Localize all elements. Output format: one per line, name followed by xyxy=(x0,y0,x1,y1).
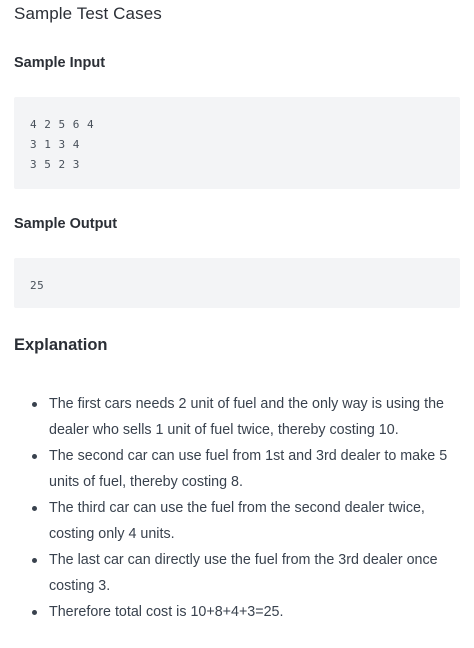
explanation-item xyxy=(32,495,452,547)
sample-output-label: Sample Output xyxy=(14,216,118,232)
bullet-icon xyxy=(32,506,37,511)
sample-output-box xyxy=(14,258,460,308)
sample-input-label: Sample Input xyxy=(14,55,106,71)
explanation-item-text: The third car can use the fuel from the second dealer twice, costing only 4 units. xyxy=(49,500,425,542)
page-title: Sample Test Cases xyxy=(14,4,162,23)
bullet-icon xyxy=(32,402,37,407)
explanation-item xyxy=(32,443,452,495)
sample-input-box xyxy=(14,97,460,189)
bullet-icon xyxy=(32,454,37,459)
sample-output-line: 25 xyxy=(30,279,45,292)
bullet-icon xyxy=(32,610,37,615)
sample-input-line: 4 2 5 6 4 xyxy=(30,118,95,131)
explanation-item xyxy=(32,599,452,625)
explanation-item-text: The last car can directly use the fuel from the 3rd dealer once costing 3. xyxy=(49,552,438,594)
explanation-list xyxy=(32,391,452,625)
explanation-item-text: The second car can use fuel from 1st and 3rd dealer to make 5 units of fuel, thereby costing 8. xyxy=(49,448,448,490)
explanation-item xyxy=(32,547,452,599)
explanation-item-text: The first cars needs 2 unit of fuel and the only way is using the dealer who sells 1 unit of fuel twice, thereby costing 10. xyxy=(49,396,444,438)
sample-input-line: 3 5 2 3 xyxy=(30,158,80,171)
sample-input-line: 3 1 3 4 xyxy=(30,138,80,151)
explanation-title: Explanation xyxy=(14,336,108,354)
explanation-item xyxy=(32,391,452,443)
bullet-icon xyxy=(32,558,37,563)
explanation-item-text: Therefore total cost is 10+8+4+3=25. xyxy=(49,604,284,620)
